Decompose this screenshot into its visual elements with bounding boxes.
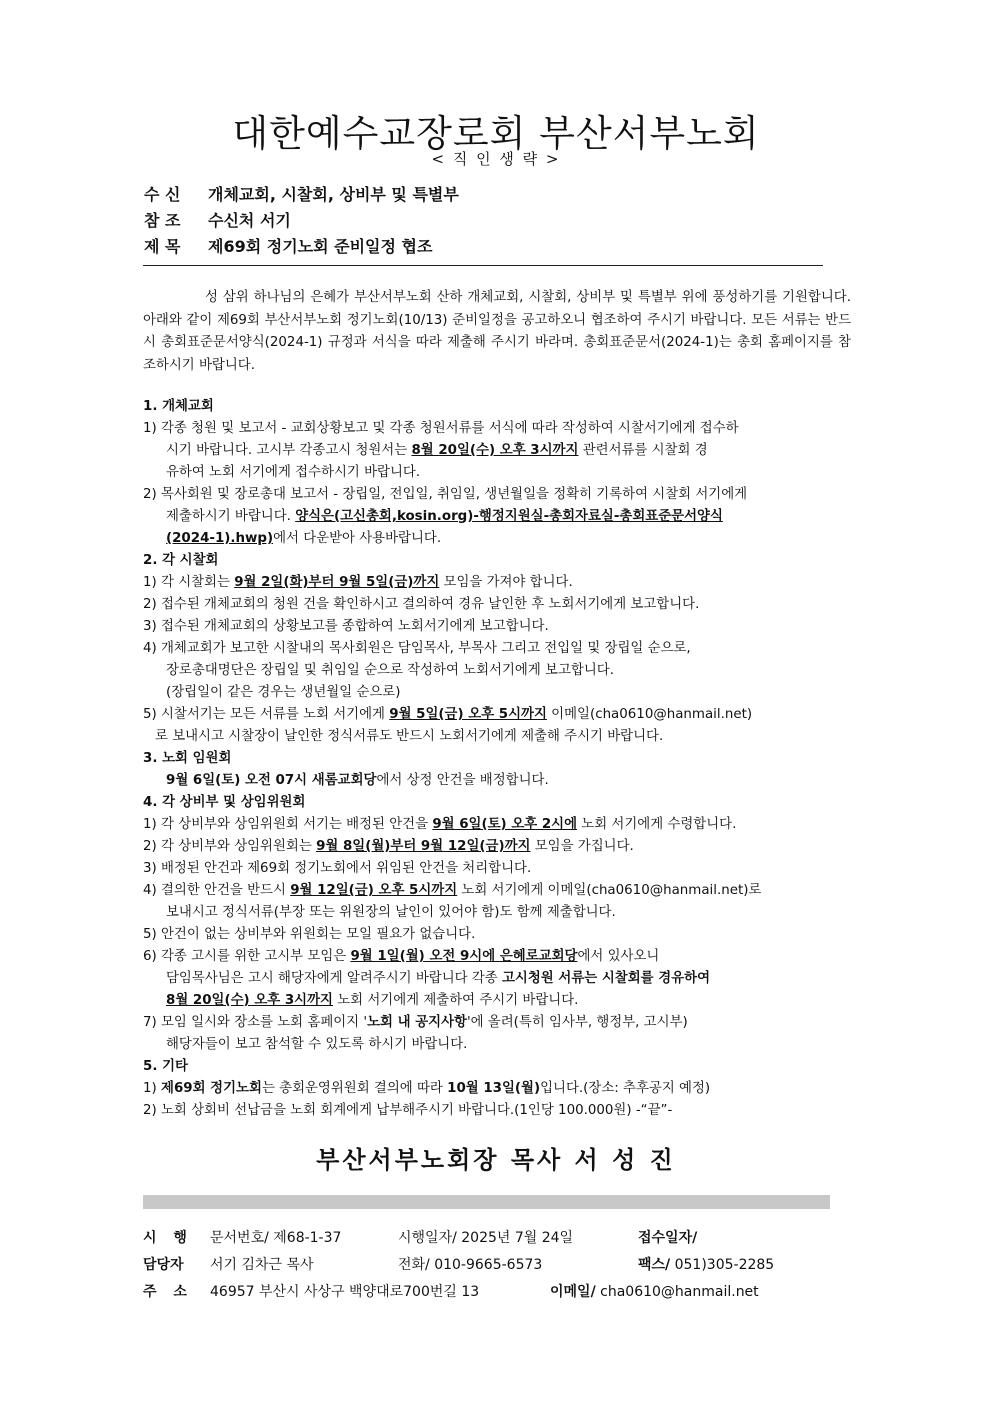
body-line: 1) 각 상비부와 상임위원회 서기는 배정된 안건을 9월 6일(토) 오후 2시에 노회 서기에게 수령합니다. (143, 817, 737, 832)
header-divider (143, 265, 823, 266)
body-line: 8월 20일(수) 오후 3시까지 노회 서기에게 제출하여 주시기 바랍니다. (166, 993, 579, 1008)
body-line: 7) 모임 일시와 장소를 노회 홈페이지 '노회 내 공지사항'에 올려(특히 임사부, 행정부, 고시부) (143, 1015, 688, 1030)
form-path-link[interactable]: 양식은(고신총회,kosin.org)-행정지원실-총회자료실-총회표준문서양식 (295, 509, 723, 524)
body-line: 장로총대명단은 장립일 및 취임일 순으로 작성하여 노회서기에게 보고합니다. (166, 663, 614, 678)
body-line: (2024-1).hwp)에서 다운받아 사용바랍니다. (166, 531, 442, 546)
section-heading: 1. 개체교회 (143, 399, 214, 414)
body-line: 2) 접수된 개체교회의 청원 건을 확인하시고 결의하여 경유 날인한 후 노회서기에게 보고합니다. (143, 597, 700, 612)
section-heading: 2. 각 시찰회 (143, 553, 219, 568)
body-line: 보내시고 정식서류(부장 또는 위원장의 날인이 있어야 함)도 함께 제출합니다. (166, 905, 616, 920)
footer-divider-bar (143, 1195, 830, 1209)
body-line: 2) 목사회원 및 장로총대 보고서 - 장립일, 전입일, 취임일, 생년월일을 정확히 기록하여 시찰회 서기에게 (143, 487, 748, 502)
body-line: 2) 노회 상회비 선납금을 노회 회계에게 납부해주시기 바랍니다.(1인당 100.000원) -“끝”- (143, 1103, 673, 1118)
body-line: 4) 결의한 안건을 반드시 9월 12일(금) 오후 5시까지 노회 서기에게 이메일(cha0610@hanmail.net)로 (143, 883, 762, 898)
signer-name: 부산서부노회장 목사 서 성 진 (316, 1146, 676, 1174)
footer-received-date: 접수일자/ (638, 1230, 698, 1246)
footer-doc-number: 문서번호/ 제68-1-37 (210, 1230, 342, 1246)
footer-label-address: 주 소 (143, 1284, 193, 1300)
deadline-highlight: 9월 1일(월) 오전 9시에 은혜로교회당 (350, 949, 578, 964)
meta-value: 수신처 서기 (208, 211, 291, 230)
footer-fax: 팩스/ 051)305-2285 (638, 1257, 775, 1273)
section-heading: 5. 기타 (143, 1059, 188, 1074)
body-line: 1) 제69회 정기노회는 총회운영위원회 결의에 따라 10월 13일(월)입니다.(장소: 추후공지 예정) (143, 1081, 711, 1096)
document-title: 대한예수교장로회 부산서부노회 (232, 112, 760, 155)
deadline-highlight: 9월 8일(월)부터 9월 12일(금)까지 (316, 839, 531, 854)
meta-reference (144, 208, 291, 231)
body-line: 로 보내시고 시찰장이 날인한 정식서류도 반드시 노회서기에게 제출해 주시기 바랍니다. (155, 729, 664, 744)
body-line: 6) 각종 고시를 위한 고시부 모임은 9월 1일(월) 오전 9시에 은혜로교회당에서 있사오니 (143, 949, 660, 964)
meta-value: 제69회 정기노회 준비일정 협조 (208, 237, 433, 256)
body-line: 시기 바랍니다. 고시부 각종고시 청원서는 8월 20일(수) 오후 3시까지 관련서류를 시찰회 경 (166, 443, 708, 458)
footer-email[interactable]: 이메일/ cha0610@hanmail.net (550, 1284, 759, 1300)
section-heading: 4. 각 상비부 및 상임위원회 (143, 795, 306, 810)
body-line: 1) 각 시찰회는 9월 2일(화)부터 9월 5일(금)까지 모임을 가져야 합니다. (143, 575, 573, 590)
body-line: 5) 안건이 없는 상비부와 위원회는 모일 필요가 없습니다. (143, 927, 476, 942)
body-line: 5) 시찰서기는 모든 서류를 노회 서기에게 9월 5일(금) 오후 5시까지 이메일(cha0610@hanmail.net) (143, 707, 753, 722)
body-line: 담임목사님은 고시 해당자에게 알려주시기 바랍니다 각종 고시청원 서류는 시찰회를 경유하여 (166, 971, 711, 986)
body-line: 9월 6일(토) 오전 07시 새롬교회당에서 상정 안건을 배정합니다. (166, 773, 549, 788)
footer-label-issue: 시 행 (143, 1230, 193, 1246)
deadline-highlight: 8월 20일(수) 오후 3시까지 (166, 993, 333, 1008)
form-path-link[interactable]: (2024-1).hwp) (166, 531, 274, 546)
document-body (143, 396, 853, 1122)
body-line: 4) 개체교회가 보고한 시찰내의 목사회원은 담임목사, 부목사 그리고 전입일 및 장립일 순으로, (143, 641, 691, 656)
meta-key: 제 목 (144, 237, 181, 256)
footer-label-contact: 담당자 (143, 1257, 184, 1273)
meta-recipient (144, 182, 459, 205)
body-line: 해당자들이 보고 참석할 수 있도록 하시기 바랍니다. (166, 1037, 468, 1052)
deadline-highlight: 9월 5일(금) 오후 5시까지 (389, 707, 547, 722)
intro-paragraph: 성 삼위 하나님의 은혜가 부산서부노회 산하 개체교회, 시찰회, 상비부 및 특별부 위에 풍성하기를 기원합니다. 아래와 같이 제69회 부산서부노회 정기노회(10/13) 준비일정을 공고하오니 협조하여 주시기 바랍니다. 모든 서류는 반드시 총회표준문서양식(2024-1) 규정과 서식을 따라 제출해 주시기 바라며. 총회표준문서(2024-1)는 총회 홈페이지를 참조하시기 바랍니다. (143, 290, 851, 373)
deadline-highlight: 8월 20일(수) 오후 3시까지 (411, 443, 579, 458)
footer-phone: 전화/ 010-9665-6573 (398, 1257, 543, 1273)
body-line: 3) 배정된 안건과 제69회 정기노회에서 위임된 안건을 처리합니다. (143, 861, 532, 876)
section-heading: 3. 노회 임원회 (143, 751, 232, 766)
deadline-highlight: 9월 2일(화)부터 9월 5일(금)까지 (234, 575, 440, 590)
footer-address: 46957 부산시 사상구 백양대로700번길 13 (210, 1284, 480, 1300)
body-line: 2) 각 상비부와 상임위원회는 9월 8일(월)부터 9월 12일(금)까지 모임을 가집니다. (143, 839, 634, 854)
meta-key: 수 신 (144, 185, 181, 204)
body-line: 1) 각종 청원 및 보고서 - 교회상황보고 및 각종 청원서류를 서식에 따라 작성하여 시찰서기에게 접수하 (143, 421, 739, 436)
footer-contact-person: 서기 김차근 목사 (210, 1257, 314, 1273)
body-line: 제출하시기 바랍니다. 양식은(고신총회,kosin.org)-행정지원실-총회자료실-총회표준문서양식 (166, 509, 723, 524)
deadline-highlight: 9월 12일(금) 오후 5시까지 (290, 883, 458, 898)
deadline-highlight: 9월 6일(토) 오후 2시에 (432, 817, 578, 832)
body-line: 유하여 노회 서기에게 접수하시기 바랍니다. (166, 465, 421, 480)
body-line: 3) 접수된 개체교회의 상황보고를 종합하여 노회서기에게 보고합니다. (143, 619, 549, 634)
seal-omitted-note: < 직 인 생 략 > (431, 150, 561, 168)
meta-value: 개체교회, 시찰회, 상비부 및 특별부 (208, 185, 459, 204)
footer-issue-date: 시행일자/ 2025년 7월 24일 (398, 1230, 574, 1246)
meta-subject (144, 234, 432, 257)
meta-key: 참 조 (144, 211, 181, 230)
body-line: (장립일이 같은 경우는 생년월일 순으로) (166, 685, 401, 700)
